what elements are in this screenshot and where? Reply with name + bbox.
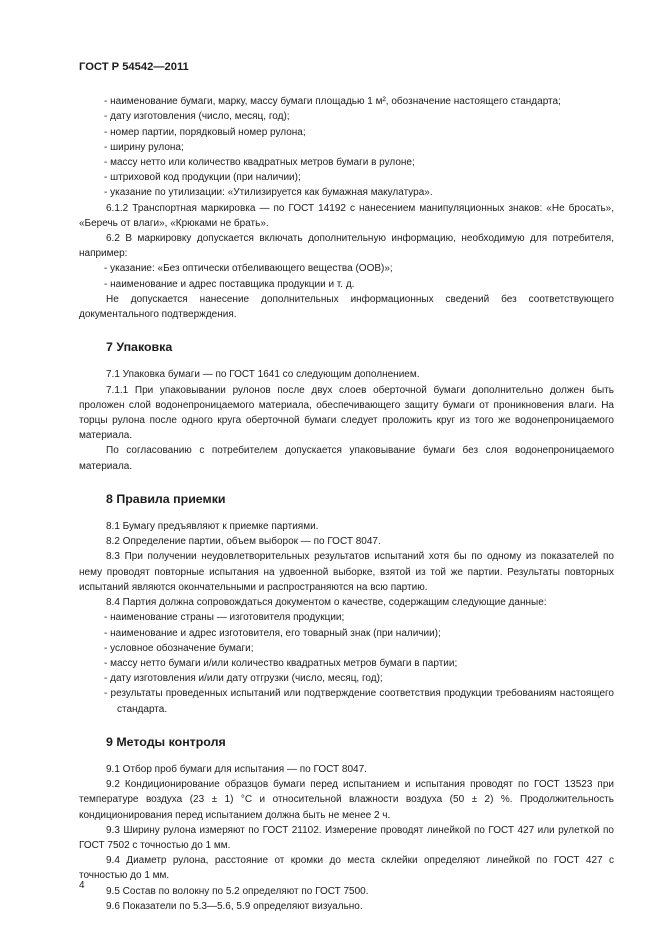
list-item: - условное обозначение бумаги; (104, 642, 254, 654)
paragraph-7-1: 7.1 Упаковка бумаги — по ГОСТ 1641 со следующим дополнением. (106, 369, 420, 381)
page-content (79, 60, 614, 914)
list-item: - номер партии, порядковый номер рулона; (104, 126, 306, 138)
paragraph-8-3: 8.3 При получении неудовлетворительных результатов испытаний хотя бы по одному из показателей по нему проводят повторные испытания на удвоенной выборке, взятой из той же партии. Результаты повторных испытаний являются окончательными и распространяются на всю партию. (79, 551, 614, 593)
list-item: - наименование бумаги, марку, массу бумаги площадью 1 м², обозначение настоящего стандарта; (104, 96, 561, 108)
list-item: - штриховой код продукции (при наличии); (104, 172, 301, 184)
paragraph-9-2: 9.2 Кондиционирование образцов бумаги перед испытанием и испытания проводят по ГОСТ 13523 при температуре воздуха (23 ± 1) °С и относительной влажности воздуха (50 ± 2) %. Продолжительность кондиционирования перед испытанием должна быть не менее 2 ч. (79, 779, 614, 821)
paragraph-7-1-1: 7.1.1 При упаковывании рулонов после двух слоев оберточной бумаги дополнительно должен быть проложен слой водонепроницаемого материала, обеспечивающего защиту бумаги от проникновения влаги. На торцы рулона после одного круга оберточной бумаги следует проложить круг из того же водонепроницаемого материала. (79, 384, 614, 442)
document-header: ГОСТ Р 54542—2011 (79, 61, 189, 73)
paragraph-9-5: 9.5 Состав по волокну по 5.2 определяют по ГОСТ 7500. (106, 885, 369, 897)
list-item: - наименование и адрес изготовителя, его товарный знак (при наличии); (104, 627, 441, 639)
list-item: - указание по утилизации: «Утилизируется как бумажная макулатура». (104, 187, 433, 199)
page-number: 4 (79, 880, 85, 891)
list-item: - результаты проведенных испытаний или подтверждение соответствия продукции требованиям настоящего стандарта. (104, 688, 614, 715)
section-9-heading: 9 Методы контроля (106, 734, 226, 749)
paragraph-7-note: По согласованию с потребителем допускается упаковывание бумаги без слоя водонепроницаемого материала. (79, 445, 614, 472)
marking-list (79, 94, 614, 200)
paragraph-9-3: 9.3 Ширину рулона измеряют по ГОСТ 21102. Измерение проводят линейкой по ГОСТ 427 или рулеткой по ГОСТ 7502 с точностью до 1 мм. (79, 824, 614, 851)
paragraph-9-4: 9.4 Диаметр рулона, расстояние от кромки до места склейки определяют линейкой по ГОСТ 427 с точностью до 1 мм. (79, 855, 614, 882)
list-item: - дату изготовления (число, месяц, год); (104, 111, 290, 123)
paragraph-8-4: 8.4 Партия должна сопровождаться документом о качестве, содержащим следующие данные: (106, 597, 547, 609)
list-item: - дату изготовления и/или дату отгрузки (число, месяц, год); (104, 673, 383, 685)
section-7-heading: 7 Упаковка (106, 340, 173, 355)
list-item: - наименование страны — изготовителя продукции; (104, 612, 345, 624)
list-item: - указание: «Без оптически отбеливающего вещества (ООВ)»; (104, 263, 393, 275)
list-item: - наименование и адрес поставщика продукции и т. д. (104, 278, 355, 290)
list-item: - массу нетто или количество квадратных метров бумаги в рулоне; (104, 157, 415, 169)
paragraph-8-2: 8.2 Определение партии, объем выборок — по ГОСТ 8047. (106, 536, 381, 548)
section-8-heading: 8 Правила приемки (106, 491, 226, 506)
paragraph-6-1-2: 6.1.2 Транспортная маркировка — по ГОСТ 14192 с нанесением манипуляционных знаков: «Не бросать», «Беречь от влаги», «Крюками не брать». (79, 202, 614, 229)
paragraph-9-6: 9.6 Показатели по 5.3—5.6, 5.9 определяют визуально. (106, 900, 363, 912)
paragraph-8-1: 8.1 Бумагу предъявляют к приемке партиями. (106, 521, 319, 533)
paragraph-9-1: 9.1 Отбор проб бумаги для испытания — по ГОСТ 8047. (106, 763, 367, 775)
paragraph-6-note: Не допускается нанесение дополнительных информационных сведений без соответствующего документального подтверждения. (79, 293, 614, 321)
paragraph-6-2: 6.2 В маркировку допускается включать дополнительную информацию, необходимую для потребителя, например: (79, 233, 614, 260)
list-item: - массу нетто бумаги и/или количество квадратных метров бумаги в партии; (104, 657, 458, 669)
list-item: - ширину рулона; (104, 141, 184, 153)
